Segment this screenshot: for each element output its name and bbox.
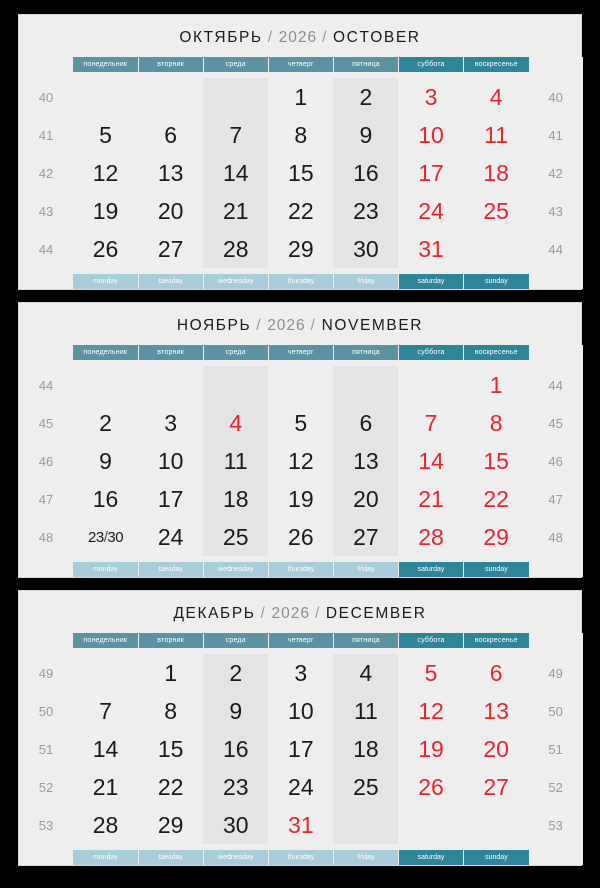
week-number-right: 49 xyxy=(529,654,583,692)
day-cell: 25 xyxy=(333,768,398,806)
month-year: 2026 xyxy=(271,605,310,622)
day-cell xyxy=(333,806,398,844)
week-number-left: 48 xyxy=(19,518,73,556)
month-name-en: DECEMBER xyxy=(325,605,427,622)
weekday-header-friday: пятница xyxy=(333,633,398,648)
week-number-right: 42 xyxy=(529,154,583,192)
day-cell: 14 xyxy=(398,442,463,480)
weekday-footer-wednesday: wednesday xyxy=(203,562,268,577)
day-cell: 7 xyxy=(398,404,463,442)
title-separator-2: / xyxy=(310,317,317,334)
day-cell xyxy=(138,366,203,404)
day-cell: 14 xyxy=(73,730,138,768)
day-cell xyxy=(464,230,529,268)
weekday-header-friday: пятница xyxy=(333,57,398,72)
weekday-footer-friday: friday xyxy=(333,274,398,289)
day-cell: 26 xyxy=(73,230,138,268)
weekday-header-row xyxy=(19,633,583,648)
weekday-footer-tuesday: tuesday xyxy=(138,562,203,577)
weekday-footer-sunday: sunday xyxy=(464,274,529,289)
day-cell: 24 xyxy=(268,768,333,806)
day-cell: 1 xyxy=(464,366,529,404)
day-cell: 18 xyxy=(464,154,529,192)
week-number-right: 44 xyxy=(529,230,583,268)
week-col-footer-right xyxy=(529,562,583,577)
day-cell: 3 xyxy=(138,404,203,442)
month-title-december xyxy=(19,591,581,633)
day-cell: 19 xyxy=(268,480,333,518)
day-cell: 20 xyxy=(333,480,398,518)
weekday-footer-thursday: thursday xyxy=(268,562,333,577)
day-cell xyxy=(203,366,268,404)
week-number-left: 44 xyxy=(19,230,73,268)
week-number-right: 52 xyxy=(529,768,583,806)
day-cell xyxy=(398,366,463,404)
weekday-header-monday: понедельник xyxy=(73,633,138,648)
day-cell: 15 xyxy=(138,730,203,768)
day-cell xyxy=(268,366,333,404)
table-row xyxy=(19,518,583,556)
day-cell: 5 xyxy=(268,404,333,442)
day-cell xyxy=(73,78,138,116)
title-separator-1: / xyxy=(256,317,263,334)
day-cell: 28 xyxy=(73,806,138,844)
day-cell: 22 xyxy=(138,768,203,806)
day-cell: 2 xyxy=(73,404,138,442)
day-cell: 21 xyxy=(73,768,138,806)
weekday-header-friday: пятница xyxy=(333,345,398,360)
day-cell: 5 xyxy=(73,116,138,154)
weekday-header-wednesday: среда xyxy=(203,57,268,72)
day-cell: 4 xyxy=(203,404,268,442)
week-number-left: 41 xyxy=(19,116,73,154)
day-cell: 4 xyxy=(464,78,529,116)
weekday-footer-thursday: thursday xyxy=(268,274,333,289)
week-number-left: 44 xyxy=(19,366,73,404)
weekday-footer-tuesday: tuesday xyxy=(138,274,203,289)
day-cell: 12 xyxy=(73,154,138,192)
day-cell: 27 xyxy=(333,518,398,556)
day-cell: 24 xyxy=(138,518,203,556)
week-number-right: 51 xyxy=(529,730,583,768)
day-cell: 7 xyxy=(203,116,268,154)
weekday-footer-row xyxy=(19,274,583,289)
week-number-right: 45 xyxy=(529,404,583,442)
month-block-october xyxy=(18,14,582,290)
weekday-footer-wednesday: wednesday xyxy=(203,850,268,865)
day-cell: 22 xyxy=(464,480,529,518)
weekday-header-wednesday: среда xyxy=(203,345,268,360)
day-cell: 7 xyxy=(73,692,138,730)
weekday-header-saturday: суббота xyxy=(398,345,463,360)
day-cell: 10 xyxy=(138,442,203,480)
calendar-table-october xyxy=(19,57,583,289)
weekday-footer-saturday: saturday xyxy=(398,562,463,577)
weekday-header-row xyxy=(19,345,583,360)
day-cell: 17 xyxy=(138,480,203,518)
week-col-header-left xyxy=(19,633,73,648)
week-number-left: 50 xyxy=(19,692,73,730)
day-cell: 10 xyxy=(398,116,463,154)
day-cell: 20 xyxy=(138,192,203,230)
day-cell: 14 xyxy=(203,154,268,192)
day-cell: 11 xyxy=(333,692,398,730)
day-cell: 11 xyxy=(464,116,529,154)
day-cell xyxy=(333,366,398,404)
day-cell: 5 xyxy=(398,654,463,692)
day-cell: 27 xyxy=(138,230,203,268)
weekday-header-thursday: четверг xyxy=(268,633,333,648)
day-cell: 6 xyxy=(138,116,203,154)
day-cell: 22 xyxy=(268,192,333,230)
month-year: 2026 xyxy=(267,317,306,334)
day-cell: 11 xyxy=(203,442,268,480)
day-cell: 23 xyxy=(333,192,398,230)
week-col-footer-right xyxy=(529,850,583,865)
day-cell: 17 xyxy=(268,730,333,768)
day-cell xyxy=(73,366,138,404)
month-title-october xyxy=(19,15,581,57)
month-name-ru: ДЕКАБРЬ xyxy=(173,605,256,622)
weekday-header-monday: понедельник xyxy=(73,345,138,360)
week-number-right: 53 xyxy=(529,806,583,844)
day-cell: 25 xyxy=(203,518,268,556)
table-row xyxy=(19,768,583,806)
week-number-right: 50 xyxy=(529,692,583,730)
day-cell xyxy=(73,654,138,692)
day-cell: 29 xyxy=(138,806,203,844)
month-block-november xyxy=(18,302,582,578)
month-name-en: NOVEMBER xyxy=(321,317,424,334)
week-col-header-left xyxy=(19,345,73,360)
week-number-left: 52 xyxy=(19,768,73,806)
table-row xyxy=(19,366,583,404)
week-col-header-right xyxy=(529,57,583,72)
week-number-right: 41 xyxy=(529,116,583,154)
week-number-left: 51 xyxy=(19,730,73,768)
weekday-footer-friday: friday xyxy=(333,850,398,865)
day-cell: 13 xyxy=(333,442,398,480)
weekday-footer-sunday: sunday xyxy=(464,850,529,865)
day-cell: 6 xyxy=(333,404,398,442)
day-cell: 21 xyxy=(398,480,463,518)
day-cell: 31 xyxy=(398,230,463,268)
weekday-header-wednesday: среда xyxy=(203,633,268,648)
week-number-left: 49 xyxy=(19,654,73,692)
day-cell: 20 xyxy=(464,730,529,768)
table-row xyxy=(19,116,583,154)
day-cell: 15 xyxy=(268,154,333,192)
month-name-ru: ОКТЯБРЬ xyxy=(179,29,263,46)
weekday-footer-row xyxy=(19,850,583,865)
month-block-december xyxy=(18,590,582,866)
weekday-footer-saturday: saturday xyxy=(398,274,463,289)
week-number-left: 47 xyxy=(19,480,73,518)
weekday-footer-saturday: saturday xyxy=(398,850,463,865)
day-cell: 8 xyxy=(464,404,529,442)
week-col-footer-right xyxy=(529,274,583,289)
weekday-footer-wednesday: wednesday xyxy=(203,274,268,289)
week-col-footer-left xyxy=(19,274,73,289)
week-number-left: 43 xyxy=(19,192,73,230)
day-cell: 29 xyxy=(268,230,333,268)
day-cell: 13 xyxy=(138,154,203,192)
month-name-ru: НОЯБРЬ xyxy=(176,317,252,334)
month-title-november xyxy=(19,303,581,345)
day-cell: 6 xyxy=(464,654,529,692)
week-number-left: 53 xyxy=(19,806,73,844)
table-row xyxy=(19,442,583,480)
calendar-table-december xyxy=(19,633,583,865)
week-number-right: 46 xyxy=(529,442,583,480)
day-cell: 19 xyxy=(398,730,463,768)
weekday-header-saturday: суббота xyxy=(398,57,463,72)
weekday-header-thursday: четверг xyxy=(268,57,333,72)
week-col-header-right xyxy=(529,633,583,648)
day-cell: 18 xyxy=(333,730,398,768)
day-cell: 4 xyxy=(333,654,398,692)
day-cell: 10 xyxy=(268,692,333,730)
week-col-header-right xyxy=(529,345,583,360)
table-row xyxy=(19,692,583,730)
weekday-footer-row xyxy=(19,562,583,577)
weekday-footer-thursday: thursday xyxy=(268,850,333,865)
day-cell: 16 xyxy=(73,480,138,518)
table-row xyxy=(19,78,583,116)
weekday-header-sunday: воскресенье xyxy=(464,57,529,72)
weekday-footer-monday: monday xyxy=(73,850,138,865)
day-cell: 28 xyxy=(398,518,463,556)
day-cell: 9 xyxy=(333,116,398,154)
day-cell: 1 xyxy=(138,654,203,692)
day-cell xyxy=(138,78,203,116)
week-number-right: 44 xyxy=(529,366,583,404)
day-cell: 19 xyxy=(73,192,138,230)
weekday-header-tuesday: вторник xyxy=(138,633,203,648)
day-cell xyxy=(398,806,463,844)
day-cell: 15 xyxy=(464,442,529,480)
week-col-header-left xyxy=(19,57,73,72)
day-cell: 13 xyxy=(464,692,529,730)
weekday-footer-sunday: sunday xyxy=(464,562,529,577)
day-cell: 30 xyxy=(203,806,268,844)
weekday-header-tuesday: вторник xyxy=(138,57,203,72)
weekday-header-row xyxy=(19,57,583,72)
day-cell: 26 xyxy=(398,768,463,806)
day-cell: 23 xyxy=(203,768,268,806)
day-cell: 9 xyxy=(73,442,138,480)
day-cell: 27 xyxy=(464,768,529,806)
day-cell xyxy=(203,78,268,116)
weekday-header-sunday: воскресенье xyxy=(464,345,529,360)
weekday-header-tuesday: вторник xyxy=(138,345,203,360)
weekday-header-monday: понедельник xyxy=(73,57,138,72)
title-separator-2: / xyxy=(314,605,321,622)
table-row xyxy=(19,730,583,768)
weekday-header-saturday: суббота xyxy=(398,633,463,648)
table-row xyxy=(19,654,583,692)
weekday-header-sunday: воскресенье xyxy=(464,633,529,648)
week-col-footer-left xyxy=(19,850,73,865)
day-cell: 16 xyxy=(333,154,398,192)
day-cell: 3 xyxy=(268,654,333,692)
day-cell xyxy=(464,806,529,844)
day-cell: 31 xyxy=(268,806,333,844)
day-cell: 3 xyxy=(398,78,463,116)
day-cell: 8 xyxy=(268,116,333,154)
week-number-right: 48 xyxy=(529,518,583,556)
week-col-footer-left xyxy=(19,562,73,577)
day-cell: 18 xyxy=(203,480,268,518)
title-separator-1: / xyxy=(267,29,274,46)
day-cell: 25 xyxy=(464,192,529,230)
day-cell: 26 xyxy=(268,518,333,556)
title-separator-1: / xyxy=(260,605,267,622)
day-cell: 2 xyxy=(203,654,268,692)
table-row xyxy=(19,230,583,268)
week-number-right: 47 xyxy=(529,480,583,518)
day-cell: 9 xyxy=(203,692,268,730)
week-number-right: 43 xyxy=(529,192,583,230)
table-row xyxy=(19,480,583,518)
day-cell: 16 xyxy=(203,730,268,768)
week-number-left: 40 xyxy=(19,78,73,116)
title-separator-2: / xyxy=(322,29,329,46)
day-cell: 29 xyxy=(464,518,529,556)
day-cell: 12 xyxy=(398,692,463,730)
day-cell: 17 xyxy=(398,154,463,192)
week-number-right: 40 xyxy=(529,78,583,116)
table-row xyxy=(19,192,583,230)
week-number-left: 46 xyxy=(19,442,73,480)
day-cell: 12 xyxy=(268,442,333,480)
week-number-left: 42 xyxy=(19,154,73,192)
weekday-header-thursday: четверг xyxy=(268,345,333,360)
table-row xyxy=(19,154,583,192)
weekday-footer-monday: monday xyxy=(73,562,138,577)
calendar-table-november xyxy=(19,345,583,577)
day-cell: 21 xyxy=(203,192,268,230)
weekday-footer-monday: monday xyxy=(73,274,138,289)
month-name-en: OCTOBER xyxy=(333,29,421,46)
day-cell: 30 xyxy=(333,230,398,268)
day-cell: 1 xyxy=(268,78,333,116)
table-row xyxy=(19,806,583,844)
weekday-footer-friday: friday xyxy=(333,562,398,577)
day-cell: 28 xyxy=(203,230,268,268)
day-cell-dual: 23/30 xyxy=(73,518,138,556)
week-number-left: 45 xyxy=(19,404,73,442)
month-year: 2026 xyxy=(278,29,318,46)
day-cell: 2 xyxy=(333,78,398,116)
table-row xyxy=(19,404,583,442)
day-cell: 24 xyxy=(398,192,463,230)
day-cell: 8 xyxy=(138,692,203,730)
weekday-footer-tuesday: tuesday xyxy=(138,850,203,865)
